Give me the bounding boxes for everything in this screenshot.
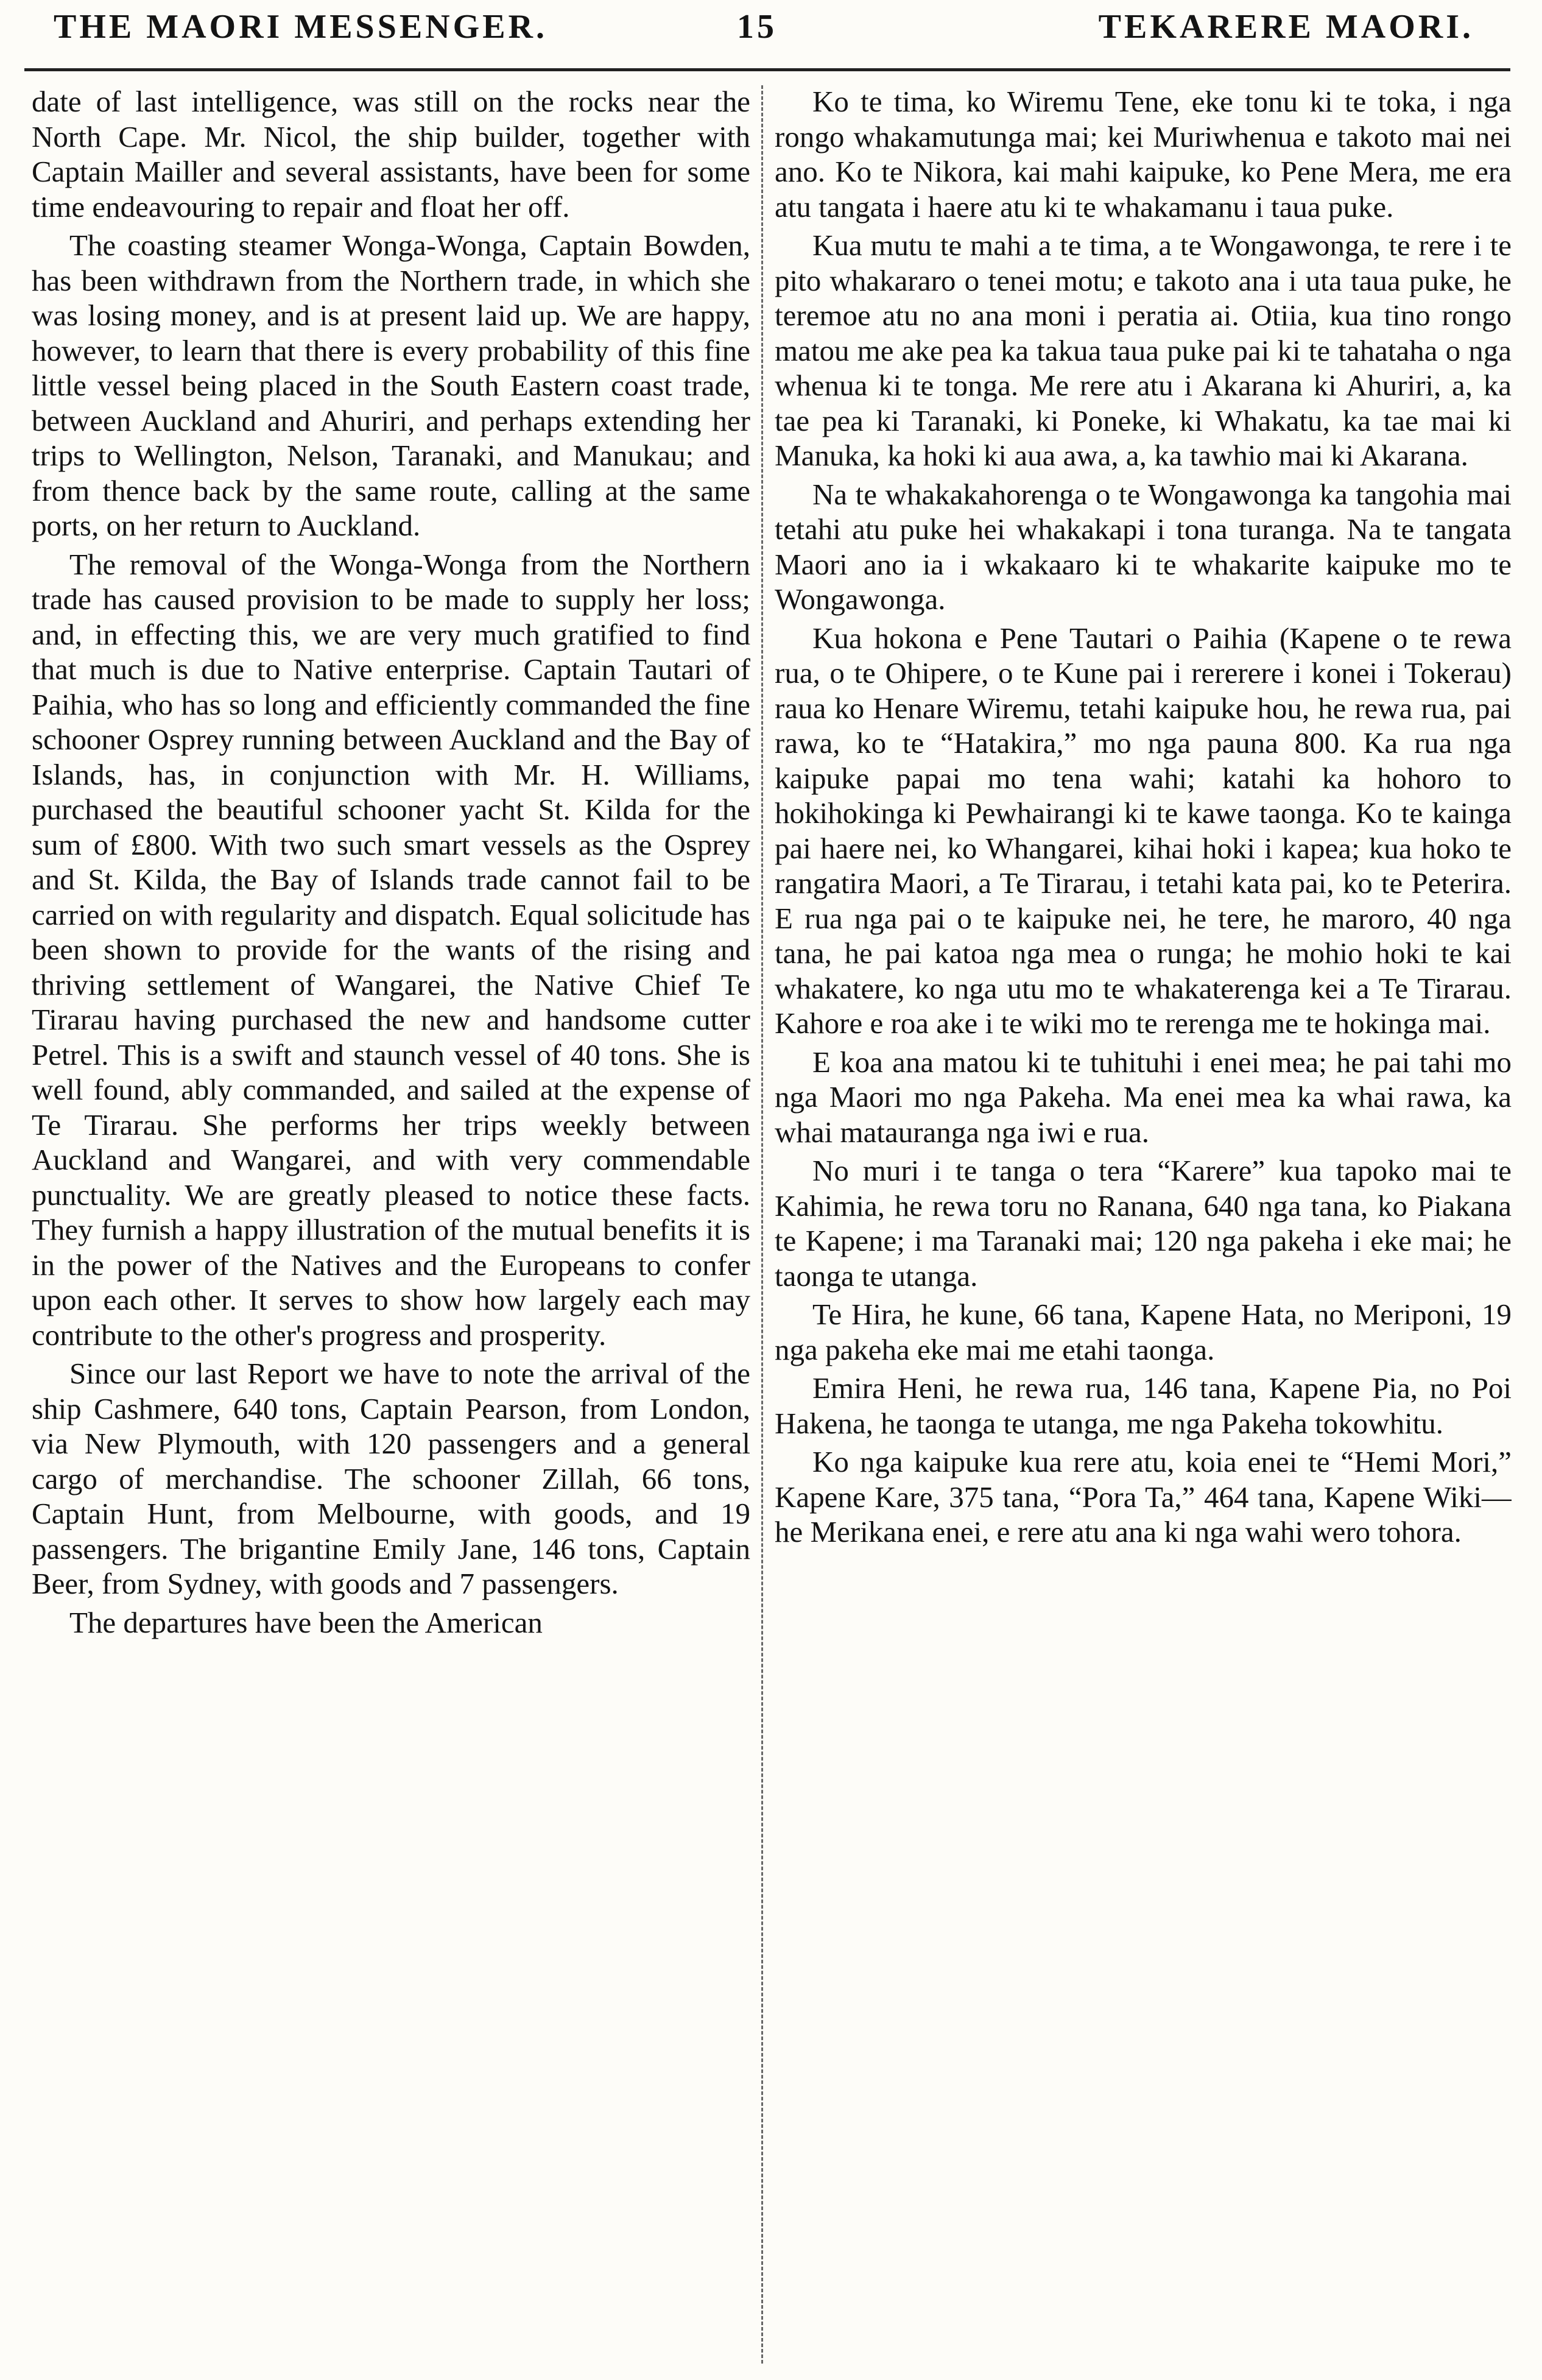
masthead-english: THE MAORI MESSENGER. — [54, 8, 547, 46]
paragraph-maori-6: No muri i te tanga o tera “Karere” kua tapoko mai te Kahimia, he rewa toru no Ranana, 640 nga tana, ko Piakana te Kapene; i ma Taranaki mai; 120 nga pakeha i eke mai; he taonga te utanga. — [775, 1154, 1512, 1293]
paragraph-arrivals: Since our last Report we have to note the arrival of the ship Cashmere, 640 tons, Captain Pearson, from London, via New Plymouth, with 120 passengers and a general cargo of merchandise. The schooner Zillah, 66 tons, Captain Hunt, from Melbourne, with goods, and 19 passengers. The brigantine Emily Jane, 146 tons, Captain Beer, from Sydney, with goods and 7 passengers. — [32, 1357, 750, 1600]
paragraph-maori-1: Ko te tima, ko Wiremu Tene, eke tonu ki te toka, i nga rongo whakamutunga mai; kei Muriwhenua e takoto mai nei ano. Ko te Nikora, kai mahi kaipuke, ko Pene Mera, me era atu tangata i haere atu ki te whakamanu i taua puke. — [775, 85, 1512, 224]
paragraph-maori-9: Ko nga kaipuke kua rere atu, koia enei te “Hemi Mori,” Kapene Kare, 375 tana, “Pora Ta,” 464 tana, Kapene Wiki—he Merikana enei, e rere atu ana ki nga wahi wero tohora. — [775, 1445, 1512, 1548]
paragraph-wonga-wonga: The coasting steamer Wonga-Wonga, Captain Bowden, has been withdrawn from the Northern trade, in which she was losing money, and is at present laid up. We are happy, however, to learn that there is every probability of this fine little vessel being placed in the South Eastern coast trade, between Auckland and Ahuriri, and perhaps extending her trips to Wellington, Nelson, Taranaki, and Manukau; and from thence back by the same route, calling at the same ports, on her return to Auckland. — [32, 228, 750, 542]
page-number: 15 — [737, 8, 777, 46]
paragraph-maori-2: Kua mutu te mahi a te tima, a te Wongawonga, te rere i te pito whakararo o tenei motu; e takoto ana i uta taua puke, he teremoe atu no ana moni i peratia ai. Otiia, kua tino rongo matou me ake pea ka takua taua puke pai ki te tahataha o nga whenua ki te tonga. Me rere atu i Akarana ki Ahuriri, a, ka tae pea ki Taranaki, ki Poneke, ki Whakatu, ka tae mai ki Manuka, ka hoki ki aua awa, a, ka tawhio mai ki Akarana. — [775, 228, 1512, 472]
english-column — [32, 84, 750, 2375]
column-divider — [761, 85, 763, 2364]
paragraph-maori-8: Emira Heni, he rewa rua, 146 tana, Kapene Pia, no Poi Hakena, he taonga te utanga, me nga Pakeha tokowhitu. — [775, 1371, 1512, 1440]
paragraph-maori-3: Na te whakakahorenga o te Wongawonga ka tangohia mai tetahi atu puke hei whakakapi i tona turanga. Na te tangata Maori ano ia i wkakaaro ki te whakarite kaipuke mo te Wongawonga. — [775, 477, 1512, 616]
paragraph-departures: The departures have been the American — [69, 1605, 543, 1639]
masthead-maori: TEKARERE MAORI. — [1098, 8, 1474, 46]
paragraph-maori-4: Kua hokona e Pene Tautari o Paihia (Kapene o te rewa rua, o te Ohipere, o te Kune pai i rererere i konei i Tokerau) raua ko Henare Wiremu, tetahi kaipuke hou, he rewa rua, pai rawa, ko te “Hatakira,” mo nga pauna 800. Ka rua nga kaipuke papai mo tena wahi; katahi ka hohoro to hokihokinga ki Pewhairangi ki te kawe taonga. Ko te kainga pai haere nei, ko Whangarei, kihai hoki i kapea; kua hoko te rangatira Maori, a Te Tirarau, i tetahi kata pai, ko te Peterira. E rua nga pai o te kaipuke nei, he tere, he maroro, 40 nga tana, he pai katoa nga mea o runga; he mohio hoki te kai whakatere, ko nga utu mo te whakaterenga kei a Te Tirarau. Kahore e roa ake i te wiki mo te rerenga me te hokinga mai. — [775, 621, 1512, 1040]
paragraph-maori-7: Te Hira, he kune, 66 tana, Kapene Hata, no Meriponi, 19 nga pakeha eke mai me etahi taonga. — [775, 1298, 1512, 1366]
maori-column — [775, 84, 1512, 2375]
paragraph-native-enterprise: The removal of the Wonga-Wonga from the Northern trade has caused provision to be made to supply her loss; and, in effecting this, we are very much gratified to find that much is due to Native enterprise. Captain Tautari of Paihia, who has so long and efficiently commanded the fine schooner Osprey running between Auckland and the Bay of Islands, has, in conjunction with Mr. H. Williams, purchased the beautiful schooner yacht St. Kilda for the sum of £800. With two such smart vessels as the Osprey and St. Kilda, the Bay of Islands trade cannot fail to be carried on with regularity and dispatch. Equal solicitude has been shown to provide for the wants of the rising and thriving settlement of Wangarei, the Native Chief Te Tirarau having purchased the new and handsome cutter Petrel. This is a swift and staunch vessel of 40 tons. She is well found, ably commanded, and sailed at the expense of Te Tirarau. She performs her trips weekly between Auckland and Wangarei, and with very commendable punctuality. We are greatly pleased to notice these facts. They furnish a happy illustration of the mutual benefits it is in the power of the Natives and the Europeans to confer upon each other. It serves to show how largely each may contribute to the other's progress and prosperity. — [32, 547, 750, 1352]
paragraph-wreck-report: date of last intelligence, was still on the rocks near the North Cape. Mr. Nicol, the ship builder, together with Captain Mailler and several assistants, have been for some time endeavouring to repair and float her off. — [32, 85, 750, 224]
header-rule — [24, 68, 1510, 71]
page-header — [24, 4, 1510, 58]
paragraph-maori-5: E koa ana matou ki te tuhituhi i enei mea; he pai tahi mo nga Maori mo nga Pakeha. Ma enei mea ka whai rawa, ka whai matauranga nga iwi e rua. — [775, 1045, 1512, 1149]
